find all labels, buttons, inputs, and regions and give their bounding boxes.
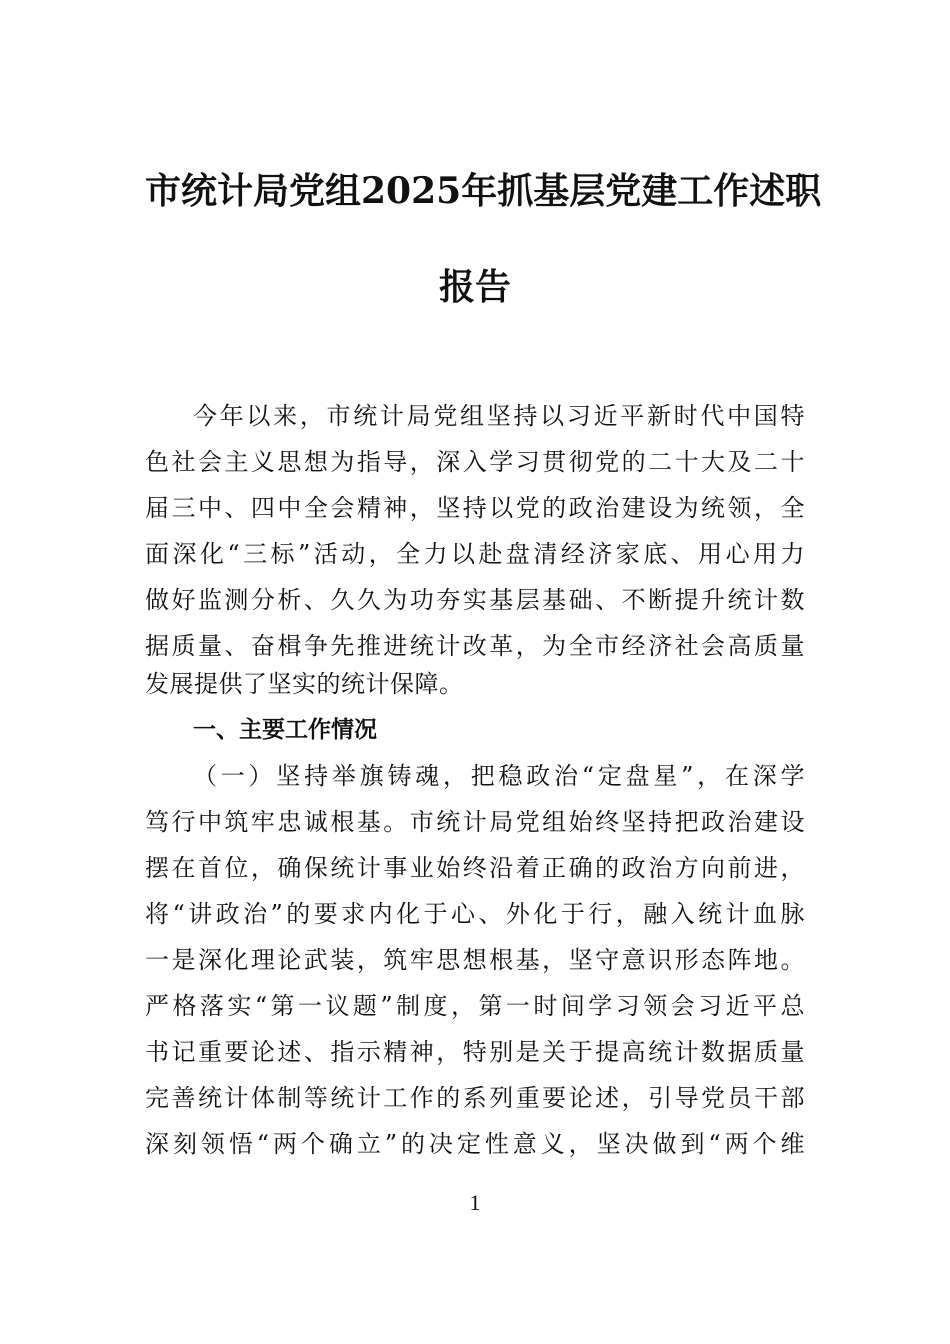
subsection-line: （一）坚持举旗铸魂，把稳政治“定盘星”，在深学 <box>193 762 805 790</box>
intro-line: 面深化“三标”活动，全力以赴盘清经济家底、用心用力 <box>145 540 805 568</box>
document-title-line-2: 报告 <box>438 266 511 308</box>
section-heading: 一、主要工作情况 <box>193 717 377 743</box>
intro-line: 色社会主义思想为指导，深入学习贯彻党的二十大及二十 <box>145 448 805 476</box>
intro-line: 据质量、奋楫争先推进统计改革，为全市经济社会高质量 <box>145 632 805 660</box>
subsection-line: 笃行中筑牢忠诚根基。市统计局党组始终坚持把政治建设 <box>145 808 805 836</box>
subsection-line: 摆在首位，确保统计事业始终沿着正确的政治方向前进， <box>145 854 805 882</box>
subsection-line: 将“讲政治”的要求内化于心、外化于行，融入统计血脉 <box>145 900 805 928</box>
page-number: 1 <box>469 1190 481 1215</box>
subsection-line: 深刻领悟“两个确立”的决定性意义，坚决做到“两个维 <box>145 1130 805 1158</box>
intro-line: 今年以来，市统计局党组坚持以习近平新时代中国特 <box>193 402 805 430</box>
intro-line: 发展提供了坚实的统计保障。 <box>145 670 464 698</box>
subsection-line: 严格落实“第一议题”制度，第一时间学习领会习近平总 <box>145 992 805 1020</box>
intro-line: 做好监测分析、久久为功夯实基层基础、不断提升统计数 <box>145 586 805 614</box>
subsection-line: 完善统计体制等统计工作的系列重要论述，引导党员干部 <box>145 1084 805 1112</box>
subsection-line: 书记重要论述、指示精神，特别是关于提高统计数据质量 <box>145 1038 805 1066</box>
subsection-line: 一是深化理论武装，筑牢思想根基，坚守意识形态阵地。 <box>145 946 805 974</box>
document-title-line-1: 市统计局党组2025年抓基层党建工作述职 <box>145 170 822 212</box>
intro-line: 届三中、四中全会精神，坚持以党的政治建设为统领，全 <box>145 494 805 522</box>
